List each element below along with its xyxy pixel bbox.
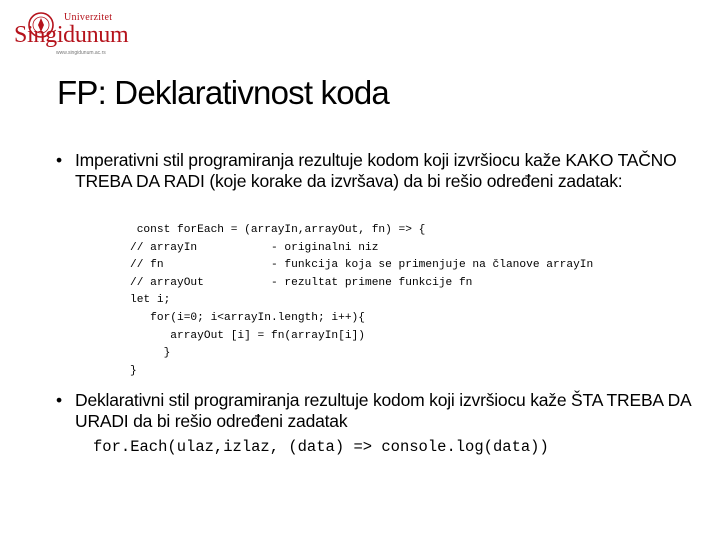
code-line: // arrayIn - originalni niz: [130, 241, 379, 254]
bullet-text: Deklarativni stil programiranja rezultuje kodom koji izvršiocu kaže ŠTA TREBA DA URADI da bi rešio određeni zadatak: [75, 390, 691, 431]
code-line: arrayOut [i] = fn(arrayIn[i]): [130, 329, 365, 342]
logo-url: www.singidunum.ac.rs: [56, 50, 106, 56]
bullet-declarative: [56, 390, 696, 432]
code-line: }: [130, 364, 137, 377]
declarative-code-line: for.Each(ulaz,izlaz, (data) => console.log(data)): [93, 438, 549, 456]
slide-title: FP: Deklarativnost koda: [57, 74, 389, 111]
logo-university-label: Univerzitet: [64, 12, 113, 23]
university-logo: [8, 10, 129, 56]
code-line: for(i=0; i<arrayIn.length; i++){: [130, 311, 365, 324]
bullet-text: Imperativni stil programiranja rezultuje kodom koji izvršiocu kaže KAKO TAČNO TREBA DA RADI (koje korake da izvršava) da bi rešio određeni zadatak:: [75, 150, 677, 191]
code-line: // arrayOut - rezultat primene funkcije fn: [130, 276, 473, 289]
code-line: }: [130, 347, 171, 360]
imperative-code-block: [130, 222, 593, 380]
code-line: let i;: [130, 294, 171, 307]
code-line: // fn - funkcija koja se primenjuje na članove arrayIn: [130, 259, 594, 272]
code-line: const forEach = (arrayIn,arrayOut, fn) => {: [130, 224, 426, 236]
bullet-imperative: [56, 150, 696, 192]
bullet-dot: •: [56, 150, 62, 170]
bullet-dot: •: [56, 390, 62, 410]
logo-name: Singidunum: [14, 22, 129, 48]
